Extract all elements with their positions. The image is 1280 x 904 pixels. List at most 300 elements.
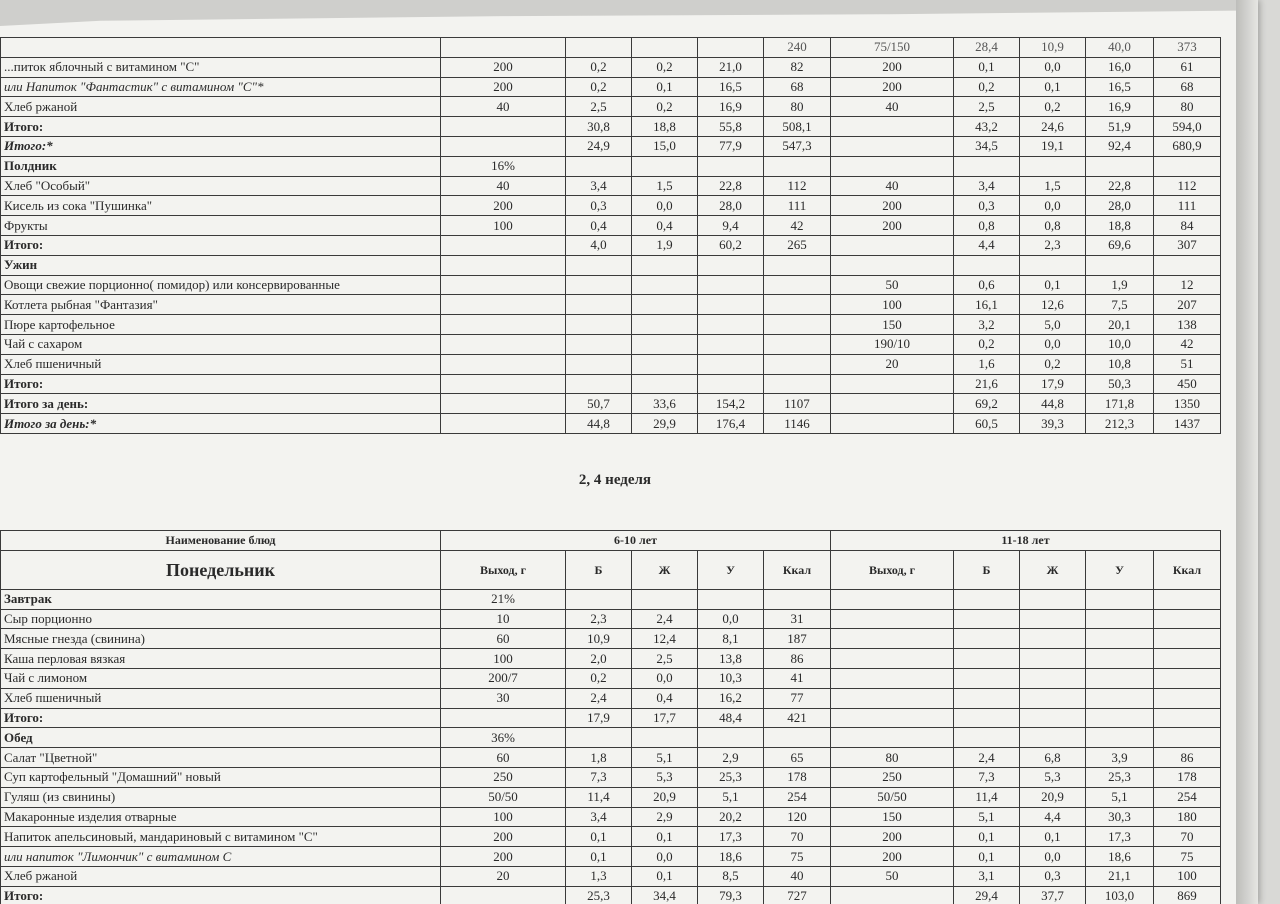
age6-value: 7,3 — [566, 767, 632, 787]
age6-value: 200 — [441, 847, 566, 867]
age-11-18-header: 11-18 лет — [831, 531, 1221, 551]
table-row — [1, 295, 1221, 315]
age11-value: 22,8 — [1086, 176, 1154, 196]
table-row — [1, 394, 1221, 414]
dish-name: Итого:* — [1, 136, 441, 156]
table-row — [1, 117, 1221, 137]
menu-table-week-1-3 — [0, 37, 1221, 434]
age11-value: 1437 — [1154, 414, 1221, 434]
age11-value — [831, 117, 954, 137]
age11-value — [831, 235, 954, 255]
age11-value: 10,0 — [1086, 334, 1154, 354]
age6-value: 77,9 — [698, 136, 764, 156]
age6-value: 42 — [764, 216, 831, 236]
dish-name: Каша перловая вязкая — [1, 649, 441, 669]
table-row — [1, 57, 1221, 77]
age6-value: 0,0 — [632, 196, 698, 216]
age6-value: 44,8 — [566, 414, 632, 434]
age6-value — [764, 255, 831, 275]
age6-value — [632, 728, 698, 748]
age6-value: 70 — [764, 827, 831, 847]
age11-value: 212,3 — [1086, 414, 1154, 434]
age11-value — [1020, 649, 1086, 669]
age11-value: 200 — [831, 216, 954, 236]
col-yield: Выход, г — [441, 550, 566, 589]
age11-value: 171,8 — [1086, 394, 1154, 414]
age6-value — [441, 315, 566, 335]
age6-value: 200 — [441, 57, 566, 77]
age6-value — [698, 589, 764, 609]
age11-value — [831, 886, 954, 904]
age6-value: 265 — [764, 235, 831, 255]
age11-value: 3,9 — [1086, 748, 1154, 768]
age6-value: 20 — [441, 866, 566, 886]
age6-value: 40 — [441, 97, 566, 117]
age6-value: 2,9 — [698, 748, 764, 768]
age6-value: 1,5 — [632, 176, 698, 196]
age6-value: 0,2 — [566, 57, 632, 77]
age11-value: 17,9 — [1020, 374, 1086, 394]
age6-value — [698, 315, 764, 335]
age11-value: 16,0 — [1086, 57, 1154, 77]
week-heading: 2, 4 неделя — [578, 472, 652, 488]
col-protein: Б — [954, 550, 1020, 589]
age6-value: 727 — [764, 886, 831, 904]
age6-value: 31 — [764, 609, 831, 629]
age11-value: 200 — [831, 196, 954, 216]
age11-value: 4,4 — [954, 235, 1020, 255]
age6-value: 508,1 — [764, 117, 831, 137]
age11-value: 5,1 — [954, 807, 1020, 827]
table-row — [1, 374, 1221, 394]
col-carbs: У — [1086, 550, 1154, 589]
age6-value: 55,8 — [698, 117, 764, 137]
age11-value: 42 — [1154, 334, 1221, 354]
age6-value: 18,6 — [698, 847, 764, 867]
age11-value — [831, 589, 954, 609]
age6-value: 3,4 — [566, 176, 632, 196]
age11-value: 0,3 — [1020, 866, 1086, 886]
age6-value — [566, 728, 632, 748]
dish-name: Сыр порционно — [1, 609, 441, 629]
age11-value — [831, 255, 954, 275]
dish-name: Гуляш (из свинины) — [1, 787, 441, 807]
age6-value: 28,0 — [698, 196, 764, 216]
age11-value: 3,2 — [954, 315, 1020, 335]
age6-value: 79,3 — [698, 886, 764, 904]
dish-name: Суп картофельный "Домашний" новый — [1, 767, 441, 787]
age11-value: 28,0 — [1086, 196, 1154, 216]
age6-value: 2,5 — [566, 97, 632, 117]
age11-value — [1020, 589, 1086, 609]
dish-name: Полдник — [1, 156, 441, 176]
age6-value — [698, 374, 764, 394]
age6-value: 112 — [764, 176, 831, 196]
age6-value — [764, 589, 831, 609]
age11-value — [1086, 629, 1154, 649]
age11-value: 16,9 — [1086, 97, 1154, 117]
age11-value: 254 — [1154, 787, 1221, 807]
age6-value: 40 — [764, 866, 831, 886]
age11-value: 0,0 — [1020, 847, 1086, 867]
age11-value: 50/50 — [831, 787, 954, 807]
age6-value — [632, 374, 698, 394]
age11-value: 80 — [831, 748, 954, 768]
dish-name: Итого за день:* — [1, 414, 441, 434]
age11-value — [831, 688, 954, 708]
age11-value: 20,9 — [1020, 787, 1086, 807]
age11-value: 50 — [831, 866, 954, 886]
dish-name: Макаронные изделия отварные — [1, 807, 441, 827]
age6-value: 0,0 — [698, 609, 764, 629]
table-row — [1, 649, 1221, 669]
age6-value: 2,4 — [632, 609, 698, 629]
age11-value: 5,1 — [1086, 787, 1154, 807]
age11-value: 0,2 — [954, 334, 1020, 354]
table-row — [1, 767, 1221, 787]
age6-value: 176,4 — [698, 414, 764, 434]
age11-value: 20,1 — [1086, 315, 1154, 335]
table-row — [1, 275, 1221, 295]
age11-value: 28,4 — [954, 38, 1020, 58]
age6-value: 0,0 — [632, 668, 698, 688]
age11-value: 200 — [831, 827, 954, 847]
age11-value: 0,1 — [954, 827, 1020, 847]
age11-value: 2,3 — [1020, 235, 1086, 255]
age6-value — [441, 275, 566, 295]
age11-value: 16,1 — [954, 295, 1020, 315]
age6-value — [632, 315, 698, 335]
age6-value — [441, 374, 566, 394]
age6-value: 10,3 — [698, 668, 764, 688]
dish-name: Овощи свежие порционно( помидор) или консервированные — [1, 275, 441, 295]
age11-value: 0,0 — [1020, 334, 1086, 354]
age11-value: 44,8 — [1020, 394, 1086, 414]
dish-name: ...питок яблочный с витамином "С" — [1, 57, 441, 77]
age6-value: 200 — [441, 827, 566, 847]
dish-name: Пюре картофельное — [1, 315, 441, 335]
age6-value: 17,9 — [566, 708, 632, 728]
age11-value: 69,6 — [1086, 235, 1154, 255]
age6-value: 100 — [441, 649, 566, 669]
age6-value: 75 — [764, 847, 831, 867]
dish-name: Итого: — [1, 117, 441, 137]
age11-value: 0,6 — [954, 275, 1020, 295]
age11-value — [1020, 688, 1086, 708]
age6-value: 18,8 — [632, 117, 698, 137]
age11-value: 0,2 — [1020, 97, 1086, 117]
table-row — [1, 196, 1221, 216]
age11-value — [1086, 668, 1154, 688]
age11-value: 0,1 — [954, 57, 1020, 77]
dish-name: Хлеб пшеничный — [1, 354, 441, 374]
age6-value: 0,0 — [632, 847, 698, 867]
age6-value: 17,3 — [698, 827, 764, 847]
age11-value: 250 — [831, 767, 954, 787]
age11-value: 0,1 — [1020, 275, 1086, 295]
age6-value: 1,8 — [566, 748, 632, 768]
age6-value: 16% — [441, 156, 566, 176]
age6-value: 421 — [764, 708, 831, 728]
table-row — [1, 609, 1221, 629]
age11-value: 0,0 — [1020, 57, 1086, 77]
age11-value: 60,5 — [954, 414, 1020, 434]
age11-value — [954, 156, 1020, 176]
age11-value — [1086, 255, 1154, 275]
age11-value: 869 — [1154, 886, 1221, 904]
age6-value — [764, 156, 831, 176]
age6-value — [632, 156, 698, 176]
age6-value: 25,3 — [698, 767, 764, 787]
age6-value: 2,0 — [566, 649, 632, 669]
age6-value — [441, 394, 566, 414]
table-row — [1, 708, 1221, 728]
age6-value: 100 — [441, 216, 566, 236]
age6-value: 20,2 — [698, 807, 764, 827]
age11-value: 37,7 — [1020, 886, 1086, 904]
dish-name: или Напиток "Фантастик" с витамином "С"* — [1, 77, 441, 97]
age11-value: 10,8 — [1086, 354, 1154, 374]
age11-value — [1086, 688, 1154, 708]
age6-value: 25,3 — [566, 886, 632, 904]
age11-value: 103,0 — [1086, 886, 1154, 904]
age6-value: 200/7 — [441, 668, 566, 688]
age11-value: 112 — [1154, 176, 1221, 196]
age6-value: 0,2 — [566, 77, 632, 97]
age11-value — [954, 708, 1020, 728]
age6-value — [441, 886, 566, 904]
col-fat: Ж — [632, 550, 698, 589]
age11-value: 3,1 — [954, 866, 1020, 886]
age6-value: 50/50 — [441, 787, 566, 807]
age6-value: 5,3 — [632, 767, 698, 787]
age6-value — [698, 728, 764, 748]
age11-value — [1154, 255, 1221, 275]
age11-value: 200 — [831, 77, 954, 97]
age11-value: 100 — [1154, 866, 1221, 886]
age6-value — [441, 354, 566, 374]
age11-value: 61 — [1154, 57, 1221, 77]
age11-value: 5,3 — [1020, 767, 1086, 787]
age6-value: 547,3 — [764, 136, 831, 156]
age11-value: 29,4 — [954, 886, 1020, 904]
age11-value — [1086, 609, 1154, 629]
table-row — [1, 176, 1221, 196]
age11-value: 12 — [1154, 275, 1221, 295]
age11-value: 373 — [1154, 38, 1221, 58]
age6-value — [698, 255, 764, 275]
age11-value — [954, 649, 1020, 669]
age11-value: 30,3 — [1086, 807, 1154, 827]
age6-value — [441, 708, 566, 728]
age11-value — [1020, 708, 1086, 728]
age11-value: 39,3 — [1020, 414, 1086, 434]
age11-value — [1154, 708, 1221, 728]
age6-value — [698, 38, 764, 58]
age6-value: 100 — [441, 807, 566, 827]
age11-value — [1086, 156, 1154, 176]
age11-value: 5,0 — [1020, 315, 1086, 335]
age6-value: 82 — [764, 57, 831, 77]
age6-value: 80 — [764, 97, 831, 117]
age-6-10-header: 6-10 лет — [441, 531, 831, 551]
age11-value: 17,3 — [1086, 827, 1154, 847]
age11-value: 138 — [1154, 315, 1221, 335]
age6-value: 154,2 — [698, 394, 764, 414]
table-row — [1, 414, 1221, 434]
age11-value — [831, 649, 954, 669]
age6-value: 13,8 — [698, 649, 764, 669]
age6-value — [566, 315, 632, 335]
age6-value — [566, 275, 632, 295]
age6-value — [764, 728, 831, 748]
age11-value: 43,2 — [954, 117, 1020, 137]
age11-value: 4,4 — [1020, 807, 1086, 827]
age11-value — [1154, 728, 1221, 748]
age6-value: 86 — [764, 649, 831, 669]
age11-value — [831, 414, 954, 434]
age6-value: 17,7 — [632, 708, 698, 728]
age11-value — [1020, 255, 1086, 275]
table-row — [1, 77, 1221, 97]
age11-value: 150 — [831, 807, 954, 827]
age11-value — [831, 136, 954, 156]
age11-value: 0,3 — [954, 196, 1020, 216]
age11-value: 0,0 — [1020, 196, 1086, 216]
age11-value: 75/150 — [831, 38, 954, 58]
age6-value — [698, 354, 764, 374]
age6-value: 1,3 — [566, 866, 632, 886]
age11-value — [954, 728, 1020, 748]
table-row — [1, 688, 1221, 708]
col-protein: Б — [566, 550, 632, 589]
age6-value: 21% — [441, 589, 566, 609]
age6-value — [566, 374, 632, 394]
age11-value — [831, 609, 954, 629]
age11-value: 7,5 — [1086, 295, 1154, 315]
dish-name: Фрукты — [1, 216, 441, 236]
dish-name: или напиток "Лимончик" с витамином С — [1, 847, 441, 867]
age6-value: 0,3 — [566, 196, 632, 216]
table-row — [1, 807, 1221, 827]
menu-table-week-2-4 — [0, 530, 1221, 904]
age6-value: 34,4 — [632, 886, 698, 904]
age6-value: 0,1 — [566, 827, 632, 847]
age11-value — [1020, 728, 1086, 748]
age6-value: 9,4 — [698, 216, 764, 236]
age6-value: 0,1 — [566, 847, 632, 867]
dish-name: Хлеб ржаной — [1, 866, 441, 886]
age6-value: 0,2 — [632, 57, 698, 77]
age11-value: 3,4 — [954, 176, 1020, 196]
dish-name: Напиток апельсиновый, мандариновый с витамином "С" — [1, 827, 441, 847]
age6-value — [441, 255, 566, 275]
table-row — [1, 334, 1221, 354]
age11-value: 1,9 — [1086, 275, 1154, 295]
age11-value — [831, 394, 954, 414]
col-yield: Выход, г — [831, 550, 954, 589]
age11-value: 50 — [831, 275, 954, 295]
age6-value: 22,8 — [698, 176, 764, 196]
age6-value: 30 — [441, 688, 566, 708]
age6-value: 40 — [441, 176, 566, 196]
age6-value: 0,4 — [566, 216, 632, 236]
age6-value — [698, 275, 764, 295]
dish-name: Ужин — [1, 255, 441, 275]
age11-value — [831, 668, 954, 688]
age11-value: 24,6 — [1020, 117, 1086, 137]
age11-value — [1086, 708, 1154, 728]
table-row — [1, 886, 1221, 904]
table-row — [1, 589, 1221, 609]
age6-value: 2,5 — [632, 649, 698, 669]
age6-value: 254 — [764, 787, 831, 807]
age11-value: 0,8 — [954, 216, 1020, 236]
age6-value: 41 — [764, 668, 831, 688]
age6-value: 240 — [764, 38, 831, 58]
age6-value — [441, 295, 566, 315]
dish-name: Хлеб "Особый" — [1, 176, 441, 196]
age11-value: 75 — [1154, 847, 1221, 867]
dish-name: Итого: — [1, 235, 441, 255]
age11-value — [1086, 589, 1154, 609]
age6-value — [566, 156, 632, 176]
age11-value — [1154, 589, 1221, 609]
age11-value: 0,1 — [1020, 77, 1086, 97]
dish-name: Итого: — [1, 708, 441, 728]
age11-value — [954, 688, 1020, 708]
age6-value: 250 — [441, 767, 566, 787]
age6-value: 48,4 — [698, 708, 764, 728]
age6-value: 10 — [441, 609, 566, 629]
age11-value — [831, 156, 954, 176]
age6-value: 187 — [764, 629, 831, 649]
age6-value: 8,1 — [698, 629, 764, 649]
age11-value: 69,2 — [954, 394, 1020, 414]
age11-value: 51,9 — [1086, 117, 1154, 137]
age6-value: 60 — [441, 748, 566, 768]
table-row — [1, 847, 1221, 867]
age11-value: 68 — [1154, 77, 1221, 97]
age6-value: 21,0 — [698, 57, 764, 77]
age6-value: 8,5 — [698, 866, 764, 886]
age11-value: 12,6 — [1020, 295, 1086, 315]
age11-value: 0,1 — [954, 847, 1020, 867]
age11-value: 0,2 — [954, 77, 1020, 97]
col-kcal: Ккал — [764, 550, 831, 589]
age11-value: 2,4 — [954, 748, 1020, 768]
age11-value: 150 — [831, 315, 954, 335]
age11-value: 80 — [1154, 97, 1221, 117]
age11-value: 11,4 — [954, 787, 1020, 807]
dish-name: Обед — [1, 728, 441, 748]
age11-value — [1154, 688, 1221, 708]
dish-name: Хлеб пшеничный — [1, 688, 441, 708]
age6-value — [632, 255, 698, 275]
table-row — [1, 748, 1221, 768]
age6-value — [764, 295, 831, 315]
table-row — [1, 787, 1221, 807]
age6-value — [764, 354, 831, 374]
age6-value — [632, 354, 698, 374]
age6-value: 200 — [441, 77, 566, 97]
age6-value — [632, 295, 698, 315]
dish-name: Завтрак — [1, 589, 441, 609]
table-row — [1, 668, 1221, 688]
age6-value: 29,9 — [632, 414, 698, 434]
age6-value: 200 — [441, 196, 566, 216]
age6-value: 16,5 — [698, 77, 764, 97]
